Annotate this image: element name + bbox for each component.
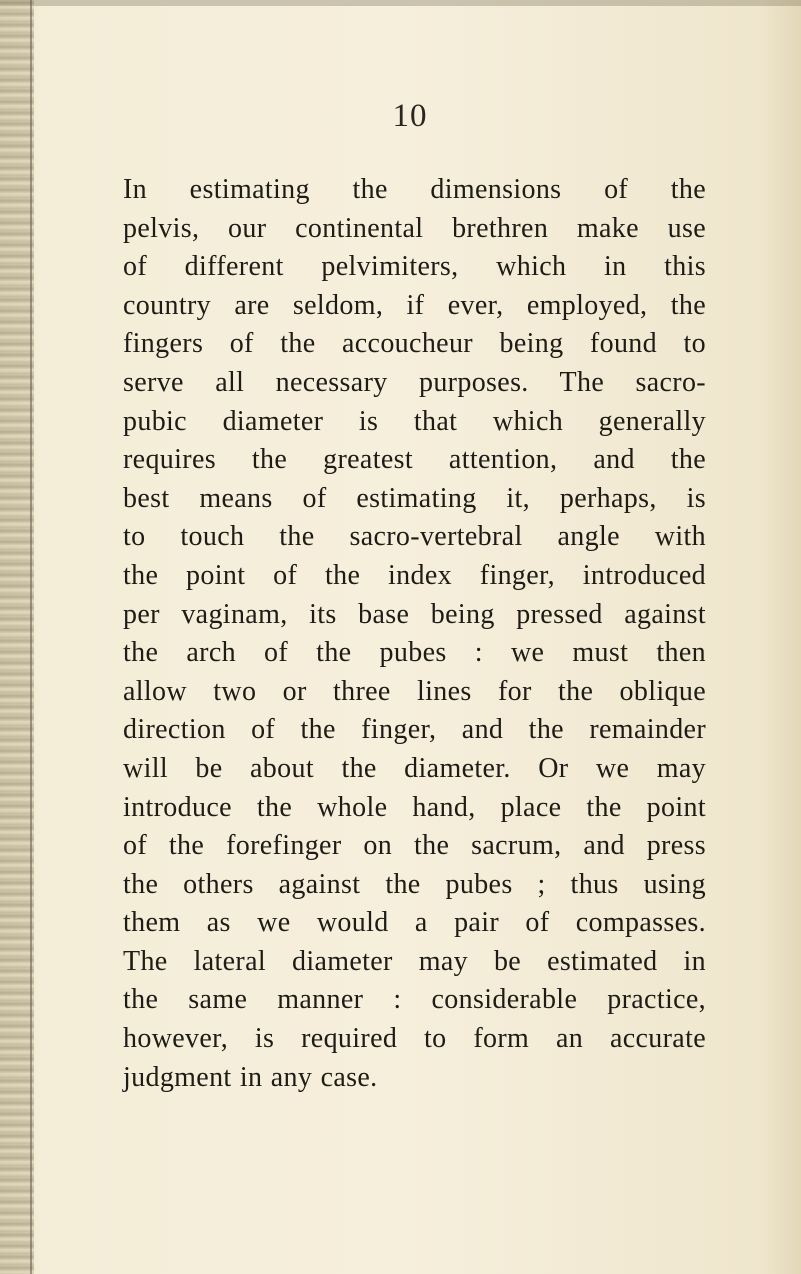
top-edge-shadow: [0, 0, 801, 6]
text-line: the point of the index finger, introduced: [123, 559, 706, 591]
page-number: 10: [392, 98, 428, 134]
text-line: the same manner : considerable practice,: [123, 984, 706, 1016]
text-line: fingers of the accoucheur being found to: [123, 328, 706, 360]
binding-gutter-line: [30, 0, 32, 1274]
text-line: them as we would a pair of compasses.: [123, 907, 706, 939]
text-line: the arch of the pubes : we must then: [123, 637, 706, 669]
text-line: The lateral diameter may be estimated in: [123, 945, 706, 977]
text-line: the others against the pubes ; thus using: [123, 868, 706, 900]
text-line: requires the greatest attention, and the: [123, 444, 706, 476]
text-line: In estimating the dimensions of the: [123, 174, 706, 205]
text-line: to touch the sacro-vertebral angle with: [123, 521, 706, 553]
text-line: best means of estimating it, perhaps, is: [123, 482, 706, 514]
text-line: per vaginam, its base being pressed against: [123, 598, 706, 630]
binding-edge: [0, 0, 34, 1274]
text-line: of the forefinger on the sacrum, and press: [123, 830, 706, 862]
text-line: will be about the diameter. Or we may: [123, 752, 706, 784]
text-line: however, is required to form an accurate: [123, 1023, 706, 1055]
text-line: allow two or three lines for the oblique: [123, 675, 706, 707]
text-line: direction of the finger, and the remainder: [123, 714, 706, 746]
text-line: pubic diameter is that which generally: [123, 405, 706, 437]
text-line: pelvis, our continental brethren make use: [123, 212, 706, 244]
body-paragraph: [123, 171, 706, 1097]
text-line: country are seldom, if ever, employed, the: [123, 289, 706, 321]
text-line: introduce the whole hand, place the point: [123, 791, 706, 823]
text-line-final: judgment in any case.: [123, 1061, 378, 1093]
text-line: serve all necessary purposes. The sacro-: [123, 366, 706, 398]
text-line: of different pelvimiters, which in this: [123, 251, 706, 283]
